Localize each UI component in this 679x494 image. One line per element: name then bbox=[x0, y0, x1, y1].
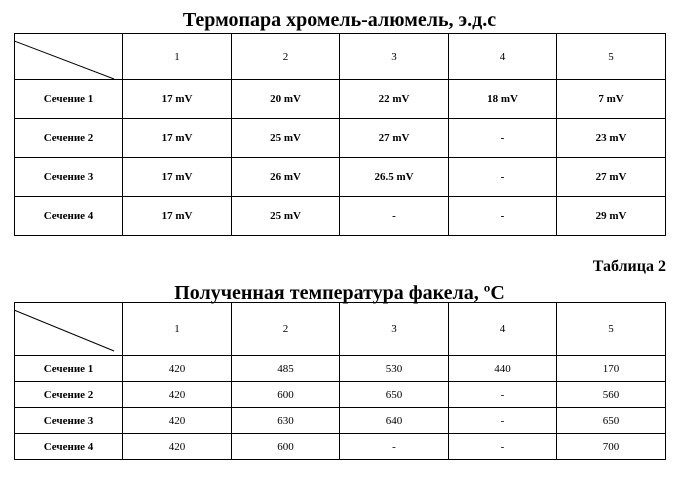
table2-corner-cell bbox=[15, 303, 123, 356]
table-cell: 650 bbox=[557, 408, 666, 434]
table1-col-header: 1 bbox=[123, 34, 232, 80]
table-cell: 420 bbox=[123, 382, 232, 408]
row-label: Сечение 3 bbox=[15, 158, 123, 197]
table2-header-row bbox=[15, 303, 666, 356]
table-cell: - bbox=[449, 119, 557, 158]
table-cell: 440 bbox=[449, 356, 557, 382]
table-cell: 25 mV bbox=[232, 119, 340, 158]
table1-corner-cell bbox=[15, 34, 123, 80]
table-cell: 20 mV bbox=[232, 80, 340, 119]
table-cell: 485 bbox=[232, 356, 340, 382]
table-cell: 420 bbox=[123, 408, 232, 434]
table2-temperature bbox=[14, 302, 666, 460]
table-cell: 26 mV bbox=[232, 158, 340, 197]
table1-header-row bbox=[15, 34, 666, 80]
table2-col-header: 5 bbox=[557, 303, 666, 356]
table-cell: 630 bbox=[232, 408, 340, 434]
table-row bbox=[15, 434, 666, 460]
table2-col-header: 3 bbox=[340, 303, 449, 356]
table1-col-header: 4 bbox=[449, 34, 557, 80]
table-cell: - bbox=[449, 382, 557, 408]
row-label: Сечение 3 bbox=[15, 408, 123, 434]
table2-number: Таблица 2 bbox=[592, 258, 666, 275]
table-row bbox=[15, 80, 666, 119]
table-cell: 600 bbox=[232, 434, 340, 460]
table-cell: 27 mV bbox=[557, 158, 666, 197]
table-cell: 650 bbox=[340, 382, 449, 408]
table-cell: - bbox=[449, 197, 557, 236]
table1-col-header: 2 bbox=[232, 34, 340, 80]
table1-title: Термопара хромель-алюмель, э.д.с bbox=[182, 9, 497, 31]
table-cell: 17 mV bbox=[123, 119, 232, 158]
table-cell: 17 mV bbox=[123, 158, 232, 197]
table-cell: 7 mV bbox=[557, 80, 666, 119]
table-row bbox=[15, 197, 666, 236]
table1-col-header: 5 bbox=[557, 34, 666, 80]
table-cell: 530 bbox=[340, 356, 449, 382]
table-cell: 18 mV bbox=[449, 80, 557, 119]
table-cell: 560 bbox=[557, 382, 666, 408]
table-cell: 17 mV bbox=[123, 80, 232, 119]
table2-col-header: 4 bbox=[449, 303, 557, 356]
table2-col-header: 1 bbox=[123, 303, 232, 356]
table-cell: 25 mV bbox=[232, 197, 340, 236]
table-row bbox=[15, 382, 666, 408]
table-row bbox=[15, 408, 666, 434]
table1-emf bbox=[14, 33, 666, 236]
table1-col-header: 3 bbox=[340, 34, 449, 80]
row-label: Сечение 2 bbox=[15, 119, 123, 158]
table-cell: 23 mV bbox=[557, 119, 666, 158]
table2-col-header: 2 bbox=[232, 303, 340, 356]
table-cell: 600 bbox=[232, 382, 340, 408]
row-label: Сечение 1 bbox=[15, 80, 123, 119]
table-row bbox=[15, 356, 666, 382]
row-label: Сечение 4 bbox=[15, 434, 123, 460]
table-cell: 420 bbox=[123, 356, 232, 382]
table-cell: 26.5 mV bbox=[340, 158, 449, 197]
table-row bbox=[15, 158, 666, 197]
table-cell: 700 bbox=[557, 434, 666, 460]
table-cell: 17 mV bbox=[123, 197, 232, 236]
table-cell: 27 mV bbox=[340, 119, 449, 158]
table-cell: 420 bbox=[123, 434, 232, 460]
table-cell: - bbox=[449, 158, 557, 197]
table-cell: - bbox=[340, 434, 449, 460]
table-cell: 640 bbox=[340, 408, 449, 434]
row-label: Сечение 1 bbox=[15, 356, 123, 382]
table2-title: Полученная температура факела, ºС bbox=[174, 282, 505, 304]
diagonal-divider-icon bbox=[15, 34, 122, 79]
row-label: Сечение 4 bbox=[15, 197, 123, 236]
table-cell: 22 mV bbox=[340, 80, 449, 119]
table-cell: - bbox=[449, 434, 557, 460]
table-cell: - bbox=[449, 408, 557, 434]
table-cell: 170 bbox=[557, 356, 666, 382]
table-row bbox=[15, 119, 666, 158]
diagonal-divider-icon bbox=[15, 303, 122, 355]
row-label: Сечение 2 bbox=[15, 382, 123, 408]
table-cell: - bbox=[340, 197, 449, 236]
table-cell: 29 mV bbox=[557, 197, 666, 236]
